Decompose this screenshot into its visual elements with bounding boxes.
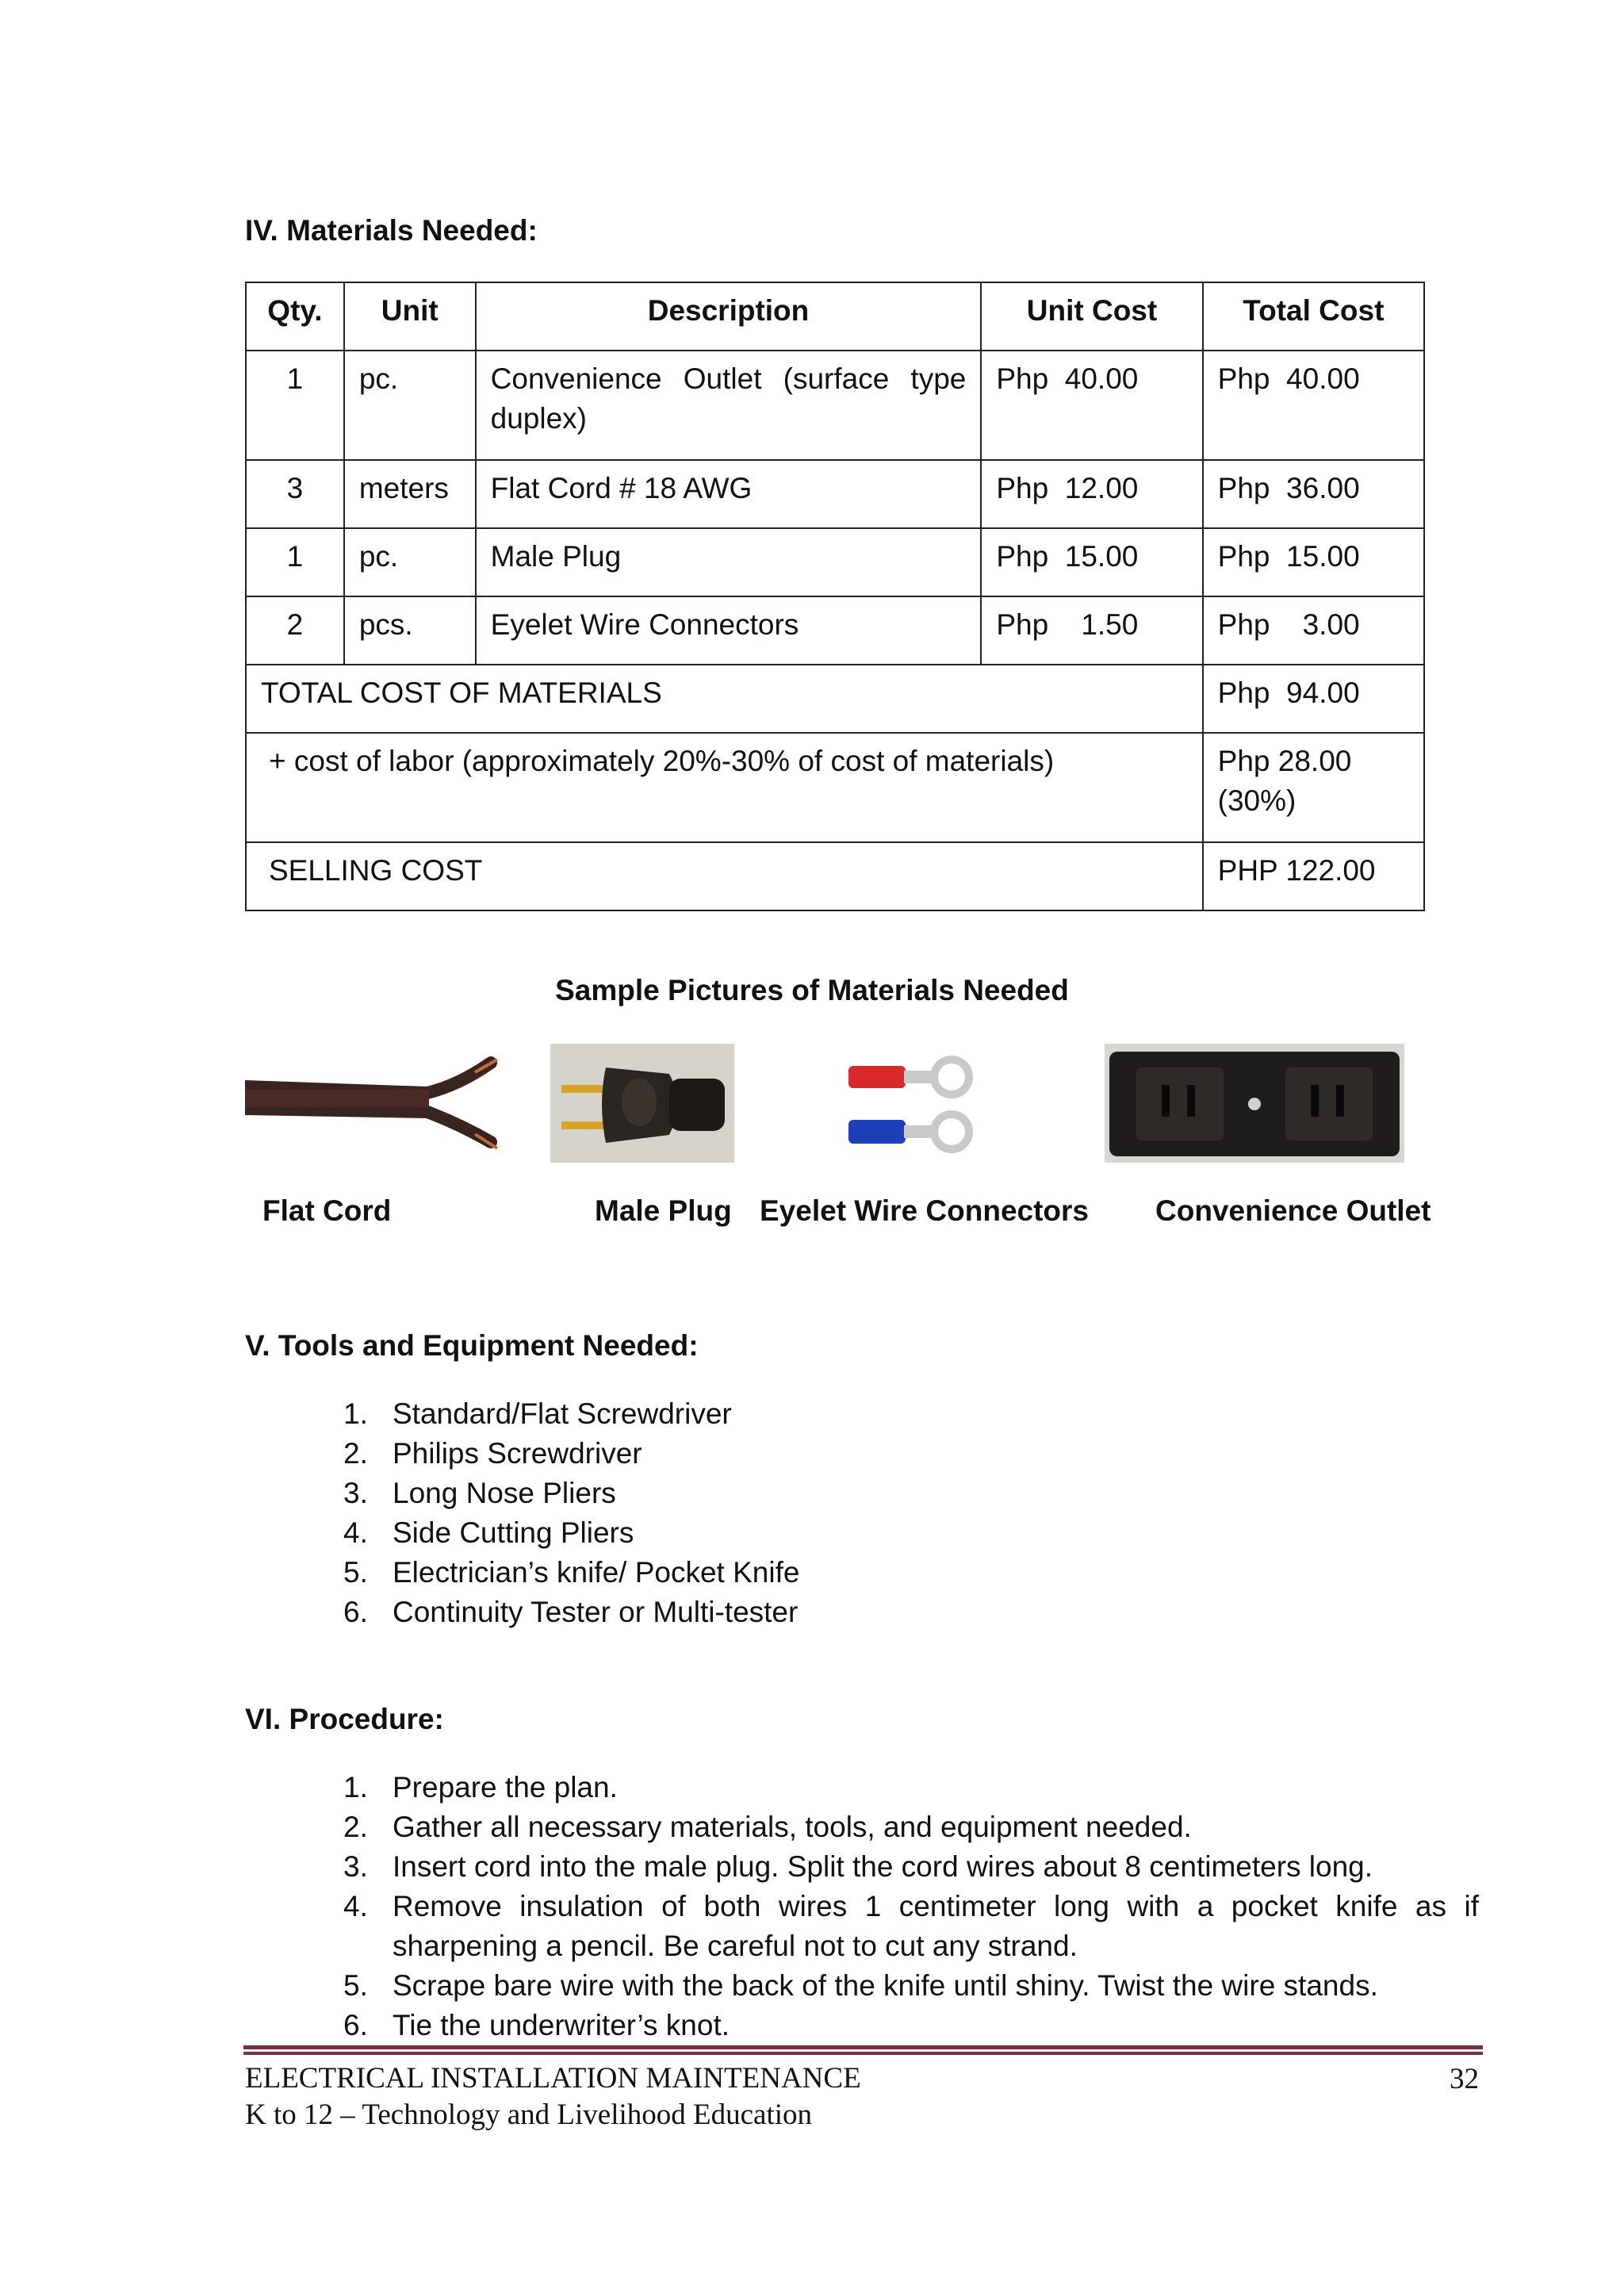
unit-cost-cell: Php 15.00 [981,528,1202,596]
description-cell: Convenience Outlet (surface type duplex) [476,351,982,460]
materials-heading: IV. Materials Needed: [245,214,538,247]
item-number: 2. [343,1811,368,1843]
table-row [246,351,1424,460]
total-cost-cell: Php 36.00 [1203,460,1424,528]
qty-cell: 2 [246,596,344,665]
footer-title: ELECTRICAL INSTALLATION MAINTENANCE [245,2062,861,2095]
footer-rule-bottom [243,2052,1483,2055]
item-number: 1. [343,1397,368,1430]
tools-list [337,1394,1479,1632]
item-number: 1. [343,1771,368,1803]
item-number: 5. [343,1556,368,1589]
footer-rule-top [243,2045,1483,2049]
item-number: 5. [343,1969,368,2002]
list-item [337,2006,1479,2045]
unit-cost-cell: Php 12.00 [981,460,1202,528]
list-item [337,1434,1479,1474]
unit-cost-cell: Php 1.50 [981,596,1202,665]
list-item [337,1513,1479,1553]
item-number: 4. [343,1516,368,1549]
materials-table [245,282,1425,911]
column-header: Description [476,282,982,351]
page-number: 32 [1450,2063,1479,2095]
labor-value-amount: Php 28.00 [1217,745,1352,777]
qty-cell: 1 [246,351,344,460]
labor-value-percent: (30%) [1217,784,1297,817]
table-row [246,596,1424,665]
table-row [246,460,1424,528]
total-materials-label: TOTAL COST OF MATERIALS [246,665,1203,733]
tool-text: Standard/Flat Screwdriver [393,1397,732,1430]
column-header: Unit [344,282,476,351]
list-item [337,1768,1479,1807]
list-item [337,1593,1479,1632]
male-plug-caption: Male Plug [595,1194,732,1227]
pictures-title: Sample Pictures of Materials Needed [555,974,1069,1006]
step-text: Remove insulation of both wires 1 centimeter long with a pocket knife as if sharpening a pencil. Be careful not to cut any strand. [393,1890,1479,1962]
unit-cell: pc. [344,351,476,460]
item-number: 6. [343,1596,368,1628]
item-number: 6. [343,2009,368,2041]
step-text: Scrape bare wire with the back of the knife until shiny. Twist the wire stands. [393,1969,1378,2002]
description-cell: Flat Cord # 18 AWG [476,460,982,528]
tool-text: Side Cutting Pliers [393,1516,634,1549]
flat-cord-caption: Flat Cord [262,1194,392,1227]
tools-heading: V. Tools and Equipment Needed: [245,1329,699,1362]
unit-cell: meters [344,460,476,528]
unit-cell: pc. [344,528,476,596]
unit-cell: pcs. [344,596,476,665]
total-cost-cell: Php 40.00 [1203,351,1424,460]
step-text: Prepare the plan. [393,1771,618,1803]
procedure-heading: VI. Procedure: [245,1703,444,1735]
flat-cord-image [245,1045,499,1164]
list-item [337,1887,1479,1966]
list-item [337,1966,1479,2006]
convenience-outlet-image [1105,1044,1404,1163]
column-header: Total Cost [1203,282,1424,351]
selling-cost-row [246,842,1424,910]
step-text: Tie the underwriter’s knot. [393,2009,730,2041]
tool-text: Electrician’s knife/ Pocket Knife [393,1556,800,1589]
selling-cost-label: SELLING COST [246,842,1203,910]
unit-cost-cell: Php 40.00 [981,351,1202,460]
column-header: Unit Cost [981,282,1202,351]
description-cell: Eyelet Wire Connectors [476,596,982,665]
total-cost-cell: Php 15.00 [1203,528,1424,596]
list-item [337,1553,1479,1593]
total-materials-row [246,665,1424,733]
step-text: Gather all necessary materials, tools, and equipment needed. [393,1811,1192,1843]
procedure-list [337,1768,1479,2045]
item-number: 3. [343,1477,368,1509]
item-number: 4. [343,1890,368,1922]
list-item [337,1847,1479,1887]
table-header-row [246,282,1424,351]
labor-label: + cost of labor (approximately 20%-30% of cost of materials) [246,733,1203,842]
labor-row [246,733,1424,842]
tool-text: Philips Screwdriver [393,1437,642,1470]
labor-value [1203,733,1424,842]
list-item [337,1474,1479,1513]
column-header: Qty. [246,282,344,351]
description-cell: Male Plug [476,528,982,596]
step-text: Insert cord into the male plug. Split the cord wires about 8 centimeters long. [393,1850,1373,1883]
selling-cost-value: PHP 122.00 [1203,842,1424,910]
male-plug-image [550,1044,734,1163]
eyelet-connectors-image [825,1044,1015,1163]
qty-cell: 1 [246,528,344,596]
qty-cell: 3 [246,460,344,528]
tool-text: Long Nose Pliers [393,1477,616,1509]
footer-subtitle: K to 12 – Technology and Livelihood Education [245,2099,813,2131]
table-row [246,528,1424,596]
list-item [337,1807,1479,1847]
total-materials-value: Php 94.00 [1203,665,1424,733]
total-cost-cell: Php 3.00 [1203,596,1424,665]
list-item [337,1394,1479,1434]
eyelet-caption: Eyelet Wire Connectors [760,1194,1090,1227]
tool-text: Continuity Tester or Multi-tester [393,1596,799,1628]
outlet-caption: Convenience Outlet [1155,1194,1431,1227]
item-number: 3. [343,1850,368,1883]
item-number: 2. [343,1437,368,1470]
